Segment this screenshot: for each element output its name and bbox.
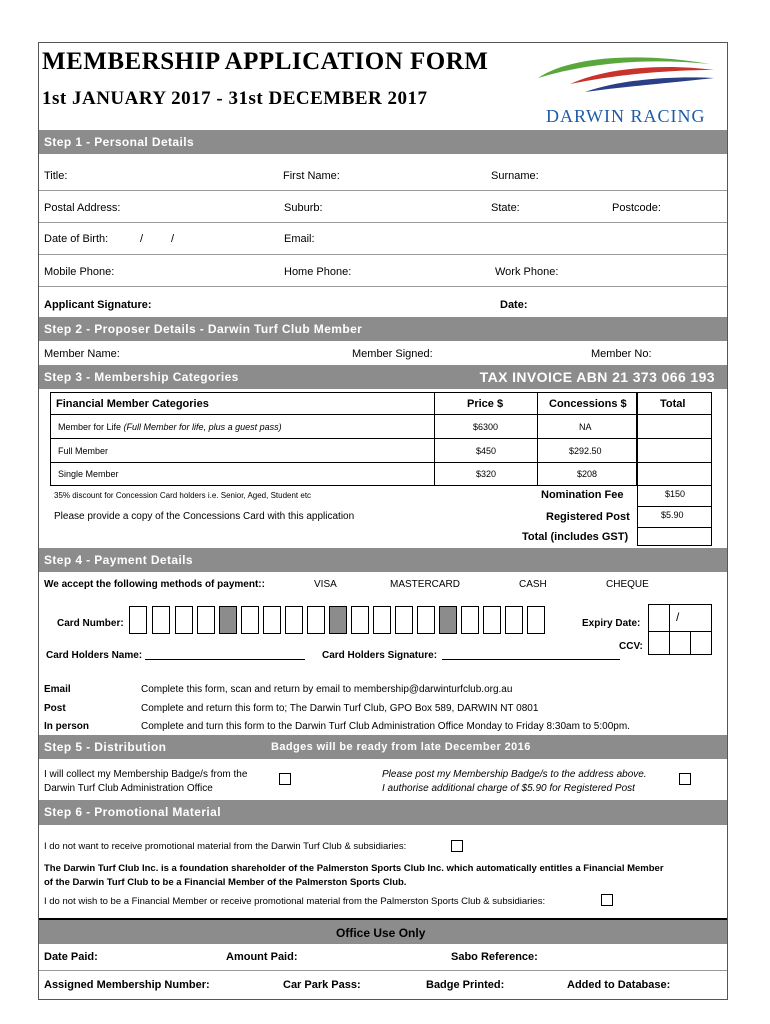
card-digit-box[interactable] xyxy=(527,606,545,634)
opt-out-text: I do not want to receive promotional material from the Darwin Turf Club & subsidiaries: xyxy=(44,841,407,852)
dob-separator: / xyxy=(140,233,144,245)
submit-instructions: Complete and return this form to; The Darwin Turf Club, GPO Box 589, DARWIN NT 0801 xyxy=(141,703,539,714)
step1-heading: Step 1 - Personal Details xyxy=(39,130,727,154)
card-separator xyxy=(329,606,347,634)
category-name: Full Member xyxy=(58,446,109,456)
method-mastercard: MASTERCARD xyxy=(390,579,461,590)
nomination-fee-value: $150 xyxy=(665,489,686,499)
step3-heading xyxy=(39,365,727,389)
card-digit-box[interactable] xyxy=(307,606,325,634)
submit-method: In person xyxy=(44,721,90,732)
submit-instructions: Complete and turn this form to the Darwin Turf Club Administration Office Monday to Friday 8:30am to 5:00pm. xyxy=(141,721,630,732)
member-no-label: Member No: xyxy=(591,348,652,360)
table-row xyxy=(58,446,108,456)
form-date-range: 1st JANUARY 2017 - 31st DECEMBER 2017 xyxy=(42,88,428,109)
card-number-label: Card Number: xyxy=(57,618,124,629)
table-row xyxy=(58,422,282,432)
opt-out2-text: I do not wish to be a Financial Member or receive promotional material from the Palmerston Sports Club & subsidiaries: xyxy=(44,896,546,907)
email-label: Email: xyxy=(284,233,315,245)
copy-note: Please provide a copy of the Concessions Card with this application xyxy=(54,511,355,522)
expiry-field[interactable] xyxy=(648,604,712,632)
concession-value: NA xyxy=(579,422,592,432)
nomination-fee-label: Nomination Fee xyxy=(541,489,624,501)
expiry-label: Expiry Date: xyxy=(582,618,641,629)
card-digit-box[interactable] xyxy=(197,606,215,634)
badges-note: Badges will be ready from late December 2016 xyxy=(271,741,531,753)
postcode-label: Postcode: xyxy=(612,202,661,214)
card-digit-box[interactable] xyxy=(505,606,523,634)
total-gst-label: Total (includes GST) xyxy=(522,531,629,543)
collect-line: I will collect my Membership Badge/s from the xyxy=(44,769,248,780)
suburb-label: Suburb: xyxy=(284,202,323,214)
col-price: Price $ xyxy=(467,398,504,410)
logo-text: DARWIN RACING xyxy=(546,106,706,126)
card-digit-box[interactable] xyxy=(241,606,259,634)
card-separator xyxy=(439,606,457,634)
table-row xyxy=(58,469,119,479)
total-gst-box[interactable] xyxy=(637,527,712,546)
card-holder-name-field[interactable] xyxy=(145,659,305,660)
post-line: I authorise additional charge of $5.90 for Registered Post xyxy=(382,783,635,794)
card-digit-box[interactable] xyxy=(461,606,479,634)
step4-heading: Step 4 - Payment Details xyxy=(39,548,727,572)
post-option-text xyxy=(382,768,647,796)
darwin-racing-logo xyxy=(530,50,720,130)
ccv-label: CCV: xyxy=(619,641,643,652)
price-value: $320 xyxy=(476,469,497,479)
col-total: Total xyxy=(660,398,686,410)
home-phone-label: Home Phone: xyxy=(284,266,352,278)
paragraph-line: of the Darwin Turf Club to be a Financial Member of the Palmerston Sports Club. xyxy=(44,877,407,888)
card-digit-box[interactable] xyxy=(129,606,147,634)
post-line: Please post my Membership Badge/s to the address above. xyxy=(382,769,647,780)
submit-method: Post xyxy=(44,703,66,714)
row-divider xyxy=(39,222,727,223)
office-use-title: Office Use Only xyxy=(336,926,426,940)
added-database-label: Added to Database: xyxy=(567,979,671,991)
date-label: Date: xyxy=(500,299,528,311)
card-digit-box[interactable] xyxy=(395,606,413,634)
col-category: Financial Member Categories xyxy=(56,398,209,410)
member-signed-label: Member Signed: xyxy=(352,348,433,360)
card-holder-name-label: Card Holders Name: xyxy=(46,650,143,661)
card-separator xyxy=(219,606,237,634)
title-label: Title: xyxy=(44,170,68,182)
card-digit-box[interactable] xyxy=(285,606,303,634)
row-divider xyxy=(39,254,727,255)
step5-title: Step 5 - Distribution xyxy=(44,740,167,754)
card-digit-box[interactable] xyxy=(175,606,193,634)
step3-title: Step 3 - Membership Categories xyxy=(44,370,239,384)
method-visa: VISA xyxy=(314,579,337,590)
sabo-reference-label: Sabo Reference: xyxy=(451,951,538,963)
registered-post-value: $5.90 xyxy=(661,510,684,520)
concession-value: $292.50 xyxy=(569,446,602,456)
card-holder-signature-label: Card Holders Signature: xyxy=(322,650,438,661)
col-concessions: Concessions $ xyxy=(549,398,627,410)
category-name: Single Member xyxy=(58,469,119,479)
step2-heading: Step 2 - Proposer Details - Darwin Turf Club Member xyxy=(39,317,727,341)
first-name-label: First Name: xyxy=(283,170,340,182)
surname-label: Surname: xyxy=(491,170,539,182)
date-paid-label: Date Paid: xyxy=(44,951,98,963)
assigned-number-label: Assigned Membership Number: xyxy=(44,979,210,991)
dob-separator: / xyxy=(171,233,175,245)
price-value: $6300 xyxy=(473,422,499,432)
form-title: MEMBERSHIP APPLICATION FORM xyxy=(42,48,489,75)
palmerston-paragraph xyxy=(44,862,664,890)
row-divider xyxy=(39,286,727,287)
step5-heading xyxy=(39,735,727,759)
card-holder-signature-field[interactable] xyxy=(442,659,620,660)
car-park-pass-label: Car Park Pass: xyxy=(283,979,361,991)
submit-instructions: Complete this form, scan and return by email to membership@darwinturfclub.org.au xyxy=(141,684,513,695)
mobile-label: Mobile Phone: xyxy=(44,266,115,278)
applicant-signature-label: Applicant Signature: xyxy=(44,299,152,311)
collect-checkbox[interactable] xyxy=(279,773,291,785)
card-digit-box[interactable] xyxy=(483,606,501,634)
row-divider xyxy=(39,190,727,191)
card-digit-box[interactable] xyxy=(351,606,369,634)
opt-out2-checkbox[interactable] xyxy=(601,894,613,906)
dob-label: Date of Birth: xyxy=(44,233,109,245)
tax-invoice: TAX INVOICE ABN 21 373 066 193 xyxy=(479,369,715,385)
collect-line: Darwin Turf Club Administration Office xyxy=(44,783,213,794)
row-divider xyxy=(39,970,727,971)
amount-paid-label: Amount Paid: xyxy=(226,951,298,963)
ccv-field[interactable] xyxy=(648,631,712,655)
submit-method: Email xyxy=(44,684,71,695)
card-digit-box[interactable] xyxy=(373,606,391,634)
card-digit-box[interactable] xyxy=(263,606,281,634)
collect-option-text xyxy=(44,768,247,796)
expiry-separator: / xyxy=(676,610,680,624)
step6-heading: Step 6 - Promotional Material xyxy=(39,800,727,825)
method-cheque: CHEQUE xyxy=(606,579,649,590)
badge-printed-label: Badge Printed: xyxy=(426,979,505,991)
method-cash: CASH xyxy=(519,579,547,590)
concession-value: $208 xyxy=(577,469,598,479)
card-digit-box[interactable] xyxy=(417,606,435,634)
racing-swoosh-icon xyxy=(530,50,720,100)
card-digit-box[interactable] xyxy=(152,606,170,634)
category-note: (Full Member for life, plus a guest pass) xyxy=(123,422,282,432)
accept-label: We accept the following methods of payment:: xyxy=(44,579,265,590)
paragraph-line: The Darwin Turf Club Inc. is a foundation shareholder of the Palmerston Sports Club Inc. which automatically entitles a Financial Member xyxy=(44,863,664,874)
member-name-label: Member Name: xyxy=(44,348,120,360)
work-phone-label: Work Phone: xyxy=(495,266,559,278)
registered-post-label: Registered Post xyxy=(546,511,630,523)
state-label: State: xyxy=(491,202,520,214)
postal-label: Postal Address: xyxy=(44,202,121,214)
opt-out-checkbox[interactable] xyxy=(451,840,463,852)
post-checkbox[interactable] xyxy=(679,773,691,785)
discount-note: 35% discount for Concession Card holders i.e. Senior, Aged, Student etc xyxy=(54,491,312,500)
price-value: $450 xyxy=(476,446,497,456)
category-name: Member for Life xyxy=(58,422,122,432)
